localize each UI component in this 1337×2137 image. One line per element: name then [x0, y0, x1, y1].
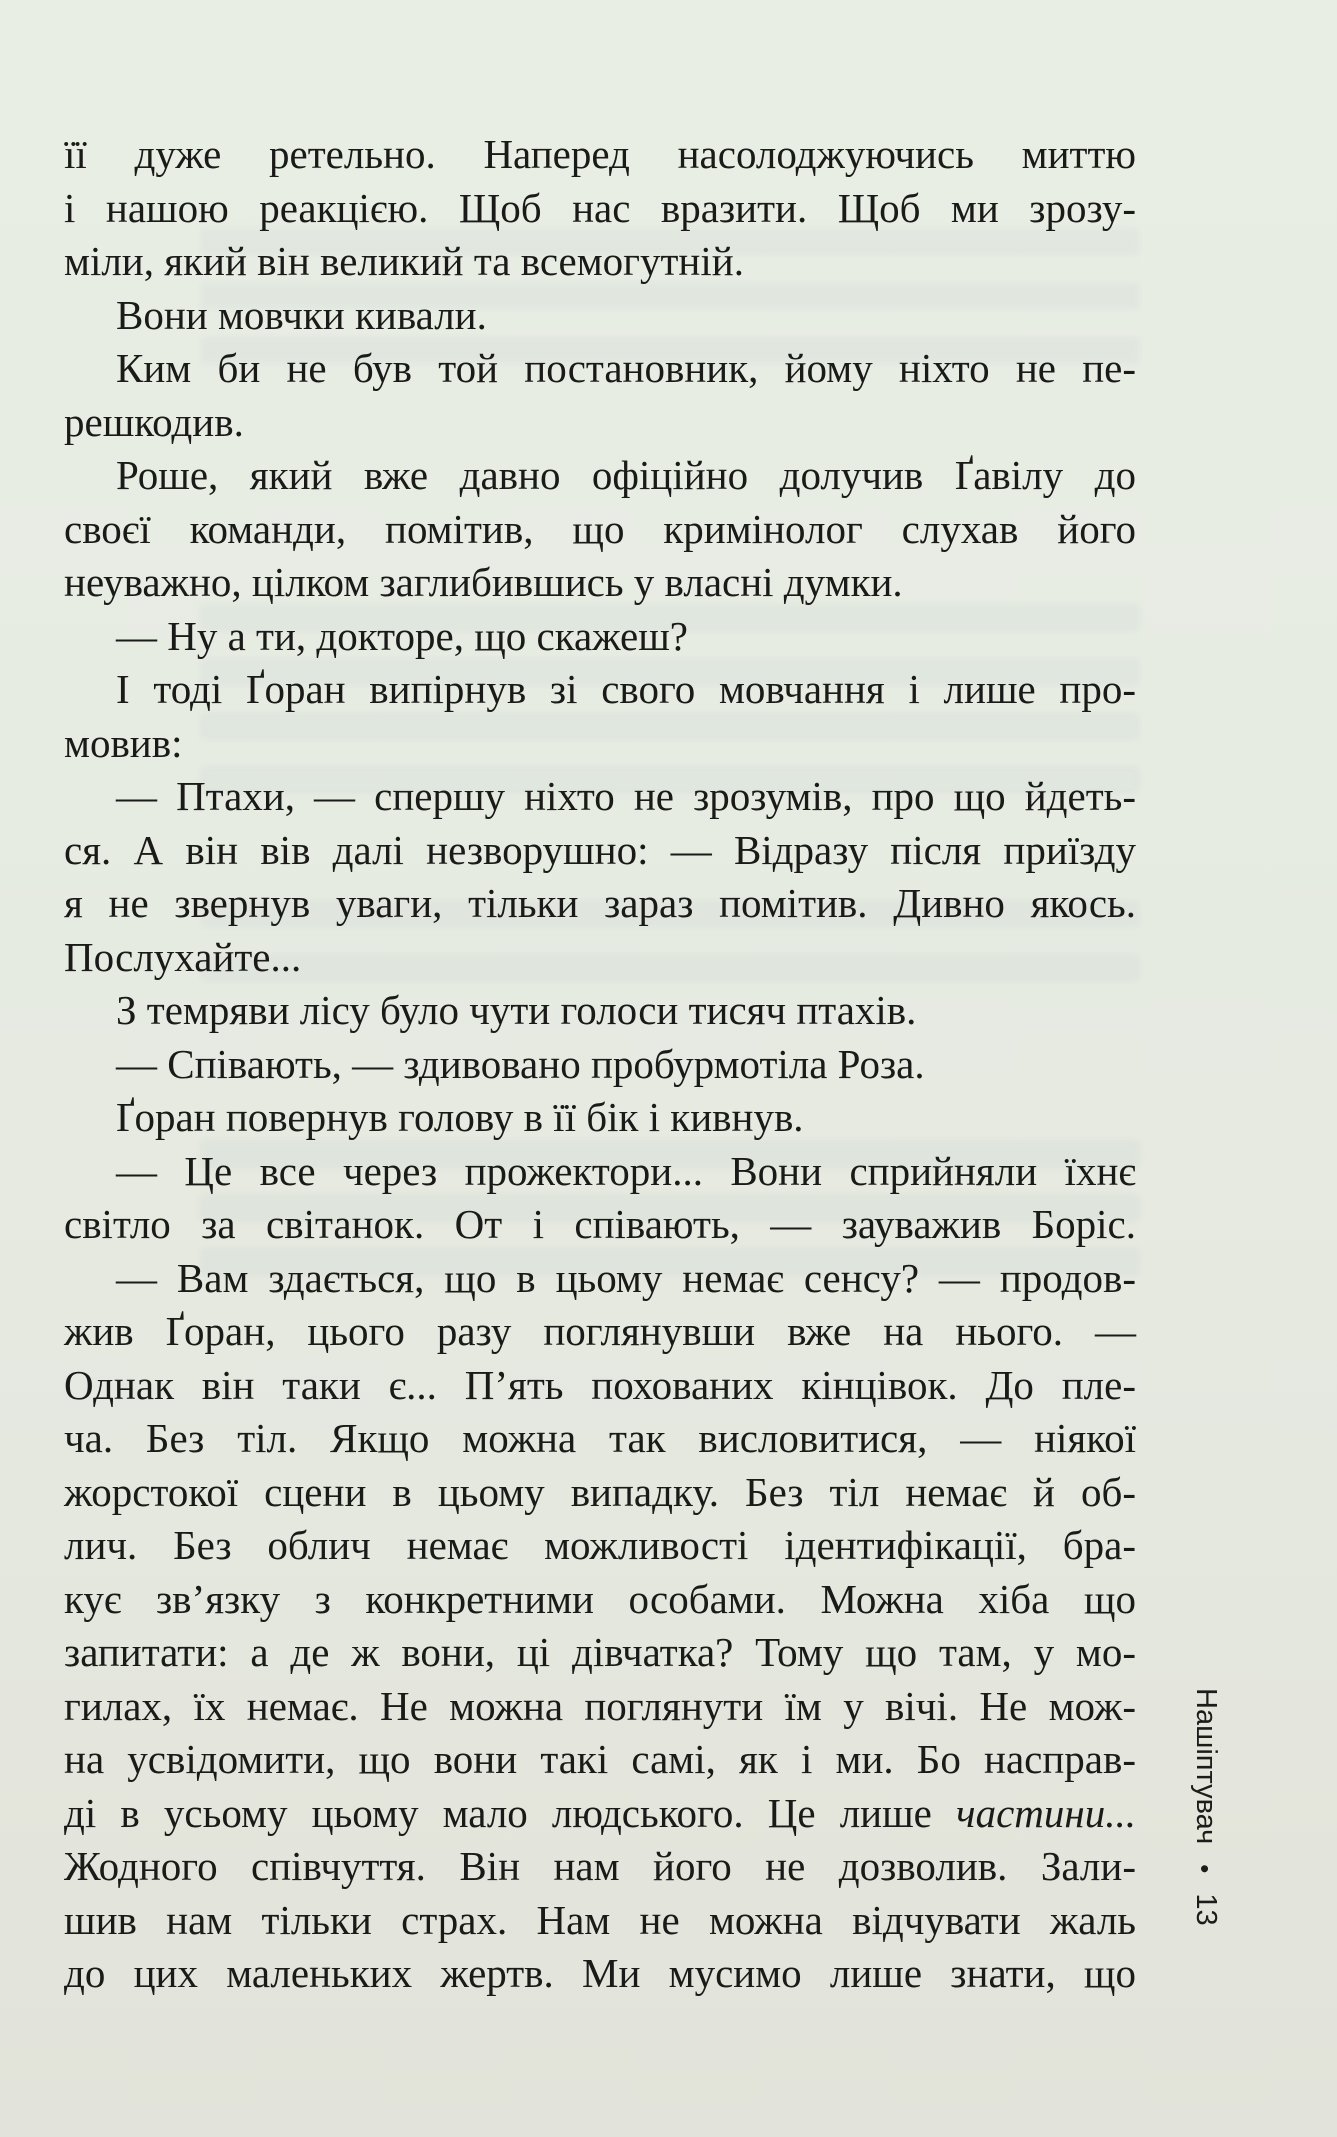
line-content: решкодив.	[64, 398, 244, 445]
line-content: лич. Без облич немає можливості ідентифікації, бра-	[64, 1522, 1136, 1568]
line-content: Ким би не був той постановник, йому ніхто не пе-	[116, 345, 1136, 391]
text-line	[64, 1626, 1136, 1680]
paragraph-first-line	[64, 1145, 1136, 1199]
paragraph-first-line	[64, 610, 1136, 664]
line-content: ся. А він вів далі незворушно: — Відразу після приїзду	[64, 826, 1136, 873]
line-content: мовив:	[64, 719, 183, 766]
line-content: — Це все через прожектори... Вони сприйняли їхнє	[116, 1147, 1136, 1194]
text-line	[64, 1573, 1136, 1627]
line-text	[64, 1466, 1136, 1520]
line-text	[116, 663, 1136, 717]
text-line	[64, 182, 1136, 236]
running-head	[1189, 1688, 1222, 1926]
text-line	[64, 235, 1136, 289]
line-text	[116, 770, 1136, 824]
text-line	[64, 556, 1136, 610]
paragraph-first-line	[64, 289, 1136, 343]
line-text	[116, 449, 1136, 503]
paragraph-first-line	[64, 663, 1136, 717]
line-text	[64, 1198, 1136, 1252]
text-line	[64, 1466, 1136, 1520]
line-content: гилах, їх немає. Не можна поглянути їм у вічі. Не мож-	[64, 1682, 1136, 1729]
line-content: на усвідомити, що вони такі самі, як і ми. Бо насправ-	[64, 1736, 1136, 1782]
line-text	[64, 1573, 1136, 1627]
line-content: шив нам тільки страх. Нам не можна відчувати жаль	[64, 1896, 1136, 1943]
text-line	[64, 824, 1136, 878]
text-line	[64, 1733, 1136, 1787]
book-title: Нашіптувач	[1190, 1688, 1222, 1845]
line-content: — Ну а ти, докторе, що скажеш?	[116, 612, 688, 659]
line-content: жив Ґоран, цього разу поглянувши вже на нього. —	[64, 1308, 1136, 1354]
line-text	[64, 1733, 1136, 1787]
line-text	[64, 182, 1136, 236]
line-text	[64, 931, 1136, 985]
text-line	[64, 1412, 1136, 1466]
paragraph-first-line	[64, 770, 1136, 824]
line-text	[64, 824, 1136, 878]
line-text	[64, 1680, 1136, 1734]
text-line	[64, 1305, 1136, 1359]
text-line	[64, 1519, 1136, 1573]
line-text	[64, 1519, 1136, 1573]
page-number: 13	[1190, 1893, 1222, 1926]
line-content: кує зв’язку з конкретними особами. Можна хіба що	[64, 1575, 1136, 1622]
line-content: своєї команди, помітив, що кримінолог слухав його	[64, 505, 1136, 552]
text-line	[64, 1947, 1136, 2001]
line-content: міли, який він великий та всемогутній.	[64, 238, 744, 284]
paragraph-first-line	[64, 1038, 1136, 1092]
paragraph-first-line	[64, 984, 1136, 1038]
line-text	[64, 1894, 1136, 1948]
text-line	[64, 717, 1136, 771]
text-line	[64, 931, 1136, 985]
line-text	[64, 1412, 1136, 1466]
line-text	[64, 128, 1136, 182]
line-text	[64, 235, 1136, 289]
text-line	[64, 503, 1136, 557]
bullet-separator: •	[1190, 1864, 1221, 1874]
text-line	[64, 877, 1136, 931]
line-content: Роше, який вже давно офіційно долучив Ґавілу до	[116, 452, 1136, 498]
line-content: і нашою реакцією. Щоб нас вразити. Щоб ми зрозу-	[64, 184, 1136, 231]
line-text	[64, 503, 1136, 557]
text-line	[64, 1680, 1136, 1734]
line-content: І тоді Ґоран випірнув зі свого мовчання і лише про-	[116, 666, 1136, 712]
line-content: жорстокої сцени в цьому випадку. Без тіл немає й об-	[64, 1468, 1136, 1515]
body-text	[64, 128, 1136, 2001]
line-text	[64, 1359, 1136, 1413]
line-text	[116, 610, 1136, 664]
line-content: до цих маленьких жертв. Ми мусимо лише знати, що	[64, 1950, 1136, 1996]
text-line	[64, 396, 1136, 450]
line-text	[64, 1626, 1136, 1680]
text-line	[64, 1894, 1136, 1948]
line-text	[116, 984, 1136, 1038]
line-content: Вони мовчки кивали.	[116, 291, 487, 338]
line-content: — Птахи, — спершу ніхто не зрозумів, про що йдеть-	[116, 773, 1136, 819]
paragraph-first-line	[64, 1091, 1136, 1145]
text-line	[64, 1840, 1136, 1894]
line-text	[116, 342, 1136, 396]
text-line	[64, 1359, 1136, 1413]
line-text	[64, 1840, 1136, 1894]
line-text	[64, 877, 1136, 931]
line-text	[116, 1091, 1136, 1145]
line-content: З темряви лісу було чути голоси тисяч птахів.	[116, 987, 917, 1033]
paragraph-first-line	[64, 342, 1136, 396]
text-line	[64, 128, 1136, 182]
line-content: — Вам здається, що в цьому немає сенсу? — продов-	[116, 1254, 1136, 1301]
line-text	[64, 556, 1136, 610]
line-text	[64, 717, 1136, 771]
text-line	[64, 1787, 1136, 1841]
paragraph-first-line	[64, 1252, 1136, 1306]
line-content: я не звернув уваги, тільки зараз помітив. Дивно якось.	[64, 880, 1136, 926]
line-content: Жодного співчуття. Він нам його не дозволив. Зали-	[64, 1843, 1136, 1889]
line-content: запитати: а де ж вони, ці дівчатка? Тому що там, у мо-	[64, 1629, 1136, 1675]
line-content: її дуже ретельно. Наперед насолоджуючись миттю	[64, 131, 1136, 177]
line-text	[116, 1038, 1136, 1092]
line-text	[64, 1787, 1136, 1841]
line-content: Однак він таки є... П’ять похованих кінцівок. До пле-	[64, 1361, 1136, 1408]
line-content: Ґоран повернув голову в її бік і кивнув.	[116, 1094, 804, 1140]
line-text	[116, 289, 1136, 343]
paragraph-first-line	[64, 449, 1136, 503]
line-content: світло за світанок. От і співають, — зауважив Боріс.	[64, 1201, 1136, 1247]
line-text	[64, 396, 1136, 450]
text-line	[64, 1198, 1136, 1252]
line-content: ча. Без тіл. Якщо можна так висловитися, — ніякої	[64, 1415, 1136, 1461]
line-content: ді в усьому цьому мало людського. Це лише	[64, 1789, 957, 1836]
line-content: Послухайте...	[64, 933, 302, 980]
line-text	[116, 1145, 1136, 1199]
line-content: неуважно, цілком заглибившись у власні думки.	[64, 559, 903, 605]
line-text	[116, 1252, 1136, 1306]
line-content: — Співають, — здивовано пробурмотіла Роза.	[116, 1040, 925, 1087]
line-text	[64, 1947, 1136, 2001]
line-text	[64, 1305, 1136, 1359]
italic-emphasis: частини...	[956, 1789, 1136, 1836]
